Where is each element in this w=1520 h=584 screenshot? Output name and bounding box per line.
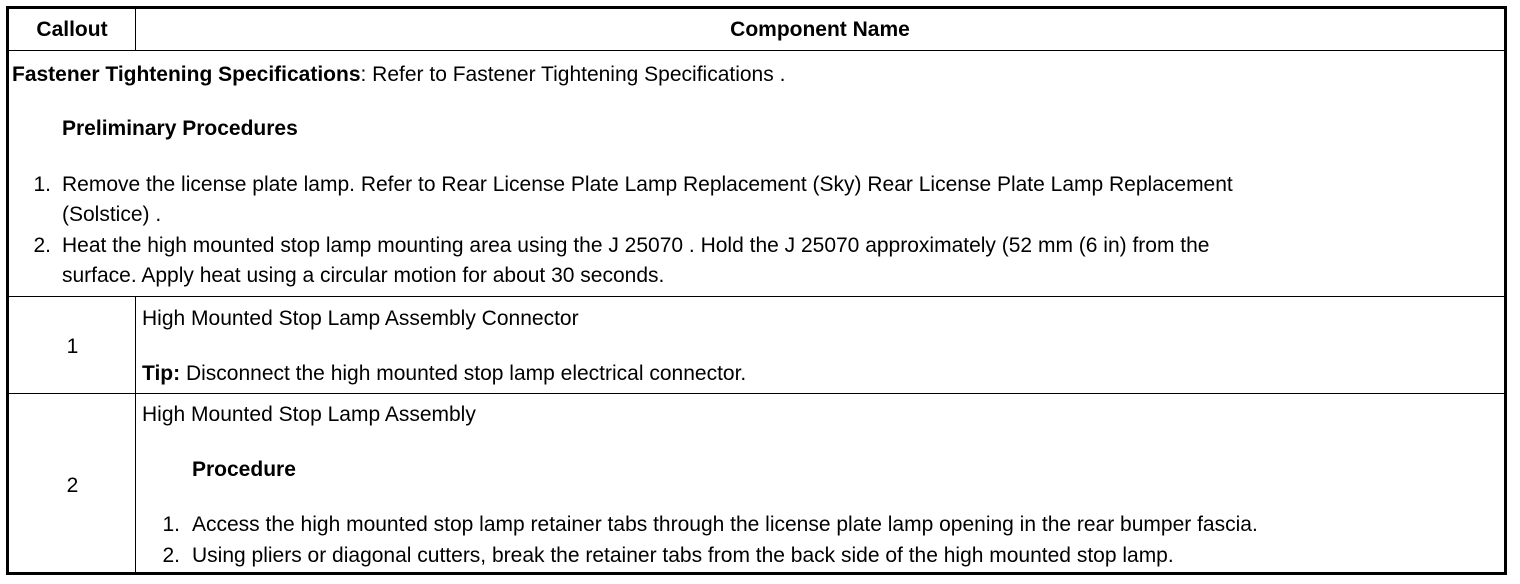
procedure-step-text: Access the high mounted stop lamp retainer tabs through the license plate lamp opening in the rear bumper fascia. bbox=[192, 513, 1258, 536]
intro-step-number: 1. bbox=[33, 173, 51, 196]
table-row bbox=[9, 394, 1504, 572]
component-name-cell bbox=[136, 297, 1504, 393]
fastener-spec-label: Fastener Tightening Specifications bbox=[12, 63, 361, 86]
component-name-column-header: Component Name bbox=[730, 18, 910, 41]
intro-row bbox=[9, 51, 1504, 297]
callout-number: 2 bbox=[66, 474, 79, 497]
intro-cell bbox=[9, 51, 1504, 296]
component-name: High Mounted Stop Lamp Assembly bbox=[142, 403, 476, 426]
intro-step-text-line: Heat the high mounted stop lamp mounting area using the J 25070 . Hold the J 25070 approximately (52 mm (6 in) from the bbox=[62, 234, 1210, 257]
procedure-step-number: 1. bbox=[162, 513, 180, 536]
callout-number: 1 bbox=[66, 335, 79, 358]
callout-cell bbox=[9, 297, 136, 393]
component-name: High Mounted Stop Lamp Assembly Connector bbox=[142, 307, 579, 330]
intro-step-text-line: (Solstice) . bbox=[62, 203, 162, 226]
component-name-cell bbox=[136, 394, 1504, 572]
tip-text: Disconnect the high mounted stop lamp electrical connector. bbox=[180, 362, 747, 385]
table-header-row bbox=[9, 9, 1504, 51]
callout-cell bbox=[9, 394, 136, 572]
tip-line bbox=[142, 359, 746, 389]
procedure-heading: Procedure bbox=[192, 458, 296, 481]
table-row bbox=[9, 297, 1504, 394]
intro-step-number: 2. bbox=[33, 234, 51, 257]
tip-label: Tip: bbox=[142, 362, 181, 385]
procedure-step-number: 2. bbox=[162, 544, 180, 567]
callout-column-header: Callout bbox=[9, 9, 136, 50]
intro-step-text-line: Remove the license plate lamp. Refer to Rear License Plate Lamp Replacement (Sky) Rear License Plate Lamp Replacement bbox=[62, 173, 1233, 196]
preliminary-procedures-heading: Preliminary Procedures bbox=[62, 117, 298, 140]
procedure-step-text: Using pliers or diagonal cutters, break the retainer tabs from the back side of the high mounted stop lamp. bbox=[192, 544, 1174, 567]
intro-step-text-line: surface. Apply heat using a circular motion for about 30 seconds. bbox=[62, 264, 665, 287]
component-table bbox=[6, 6, 1507, 575]
fastener-spec-line bbox=[12, 60, 785, 90]
fastener-spec-text: : Refer to Fastener Tightening Specifications . bbox=[360, 63, 786, 86]
